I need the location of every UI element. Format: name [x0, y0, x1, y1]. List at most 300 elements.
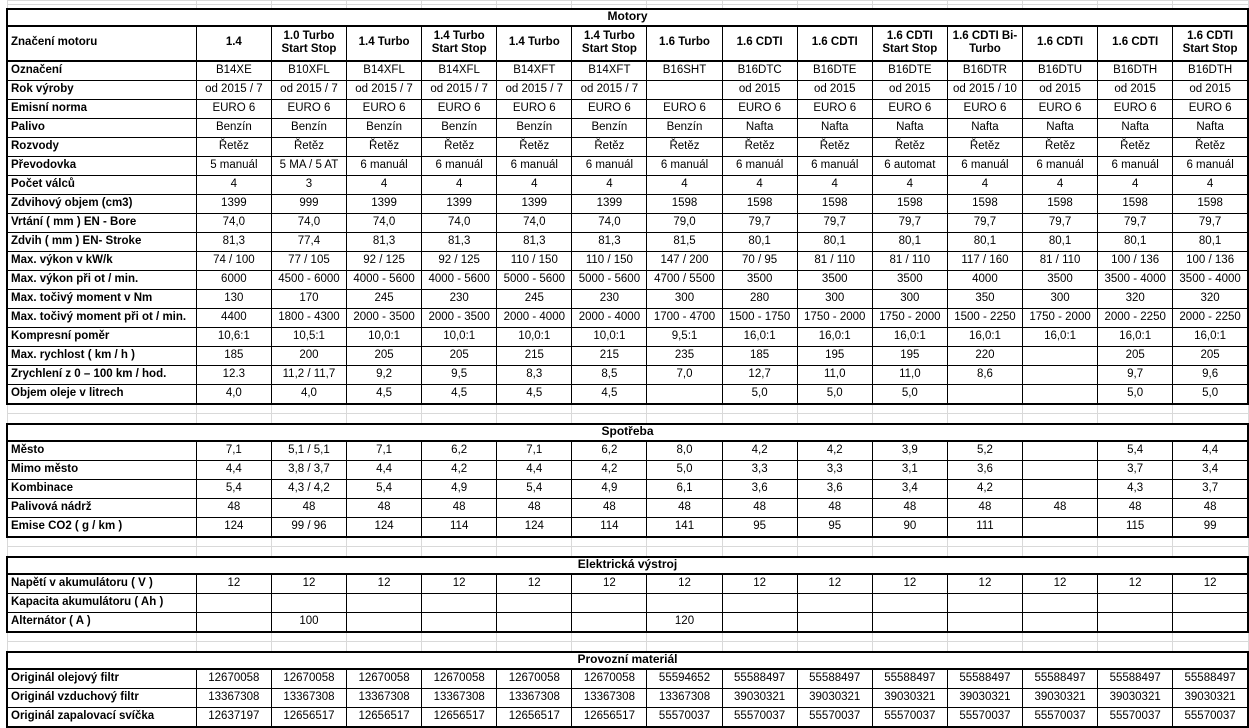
value-cell — [1023, 593, 1098, 612]
value-cell: 12656517 — [271, 707, 346, 727]
value-cell: 95 — [722, 517, 797, 537]
engine-column-header: 1.6 Turbo — [647, 26, 722, 61]
value-cell — [647, 384, 722, 404]
value-cell: 13367308 — [422, 688, 497, 707]
value-cell: 2000 - 2250 — [1098, 308, 1173, 327]
row-label-motory-13: Max. točivý moment při ot / min. — [7, 308, 196, 327]
value-cell — [947, 612, 1022, 632]
table-row — [7, 194, 1248, 213]
value-cell: 12670058 — [572, 669, 647, 689]
gridline-cell — [347, 547, 422, 557]
row-label-spotreba-2: Kombinace — [7, 479, 196, 498]
value-cell: 90 — [872, 517, 947, 537]
value-cell: 3,3 — [797, 460, 872, 479]
value-cell: Řetěz — [572, 137, 647, 156]
value-cell: 4,5 — [572, 384, 647, 404]
value-cell: od 2015 / 7 — [497, 80, 572, 99]
value-cell: 5,0 — [647, 460, 722, 479]
table-row — [7, 441, 1248, 461]
value-cell: EURO 6 — [271, 99, 346, 118]
value-cell: 4,3 / 4,2 — [271, 479, 346, 498]
value-cell: 3500 — [722, 270, 797, 289]
table-row — [7, 669, 1248, 689]
value-cell: 12670058 — [422, 669, 497, 689]
value-cell: 3,7 — [1173, 479, 1248, 498]
value-cell: 77,4 — [271, 232, 346, 251]
value-cell: 1500 - 2250 — [947, 308, 1022, 327]
value-cell: 80,1 — [797, 232, 872, 251]
value-cell: 79,7 — [1098, 213, 1173, 232]
value-cell: 5,4 — [196, 479, 271, 498]
gridline-cell — [872, 404, 947, 414]
gridline-cell — [1023, 537, 1098, 547]
value-cell: 4 — [1173, 175, 1248, 194]
value-cell: 195 — [797, 346, 872, 365]
value-cell: 5,4 — [347, 479, 422, 498]
value-cell: 80,1 — [872, 232, 947, 251]
value-cell: 3,4 — [1173, 460, 1248, 479]
value-cell: 124 — [497, 517, 572, 537]
value-cell: 55588497 — [1173, 669, 1248, 689]
value-cell: 6,2 — [422, 441, 497, 461]
value-cell: 3,4 — [872, 479, 947, 498]
value-cell: 5,0 — [722, 384, 797, 404]
value-cell: 12 — [722, 574, 797, 594]
value-cell: 55594652 — [647, 669, 722, 689]
value-cell — [647, 593, 722, 612]
gridline-cell — [1173, 404, 1248, 414]
value-cell: 74,0 — [572, 213, 647, 232]
value-cell: EURO 6 — [497, 99, 572, 118]
value-cell: 4700 / 5500 — [647, 270, 722, 289]
value-cell: 124 — [347, 517, 422, 537]
value-cell: 7,1 — [497, 441, 572, 461]
value-cell: Nafta — [1023, 118, 1098, 137]
gridline-cell — [647, 537, 722, 547]
gridline-cell — [422, 642, 497, 652]
value-cell: 1598 — [797, 194, 872, 213]
table-row — [7, 232, 1248, 251]
value-cell: 79,7 — [872, 213, 947, 232]
value-cell: 100 — [271, 612, 346, 632]
value-cell: 4,4 — [347, 460, 422, 479]
gridline-cell — [647, 404, 722, 414]
table-row — [7, 346, 1248, 365]
value-cell: 48 — [271, 498, 346, 517]
gridline-cell — [872, 642, 947, 652]
gridline-cell — [196, 537, 271, 547]
value-cell: 185 — [722, 346, 797, 365]
value-cell: 5,4 — [1098, 441, 1173, 461]
value-cell: Řetěz — [1173, 137, 1248, 156]
value-cell: Řetěz — [1023, 137, 1098, 156]
table-row — [7, 593, 1248, 612]
value-cell: 12637197 — [196, 707, 271, 727]
table-row — [7, 308, 1248, 327]
value-cell — [647, 80, 722, 99]
gridline-cell — [1023, 404, 1098, 414]
gridline-cell — [1098, 537, 1173, 547]
value-cell: 6 automat — [872, 156, 947, 175]
value-cell: 12,7 — [722, 365, 797, 384]
value-cell: 48 — [497, 498, 572, 517]
gridline-cell — [7, 547, 196, 557]
gridline-cell — [572, 547, 647, 557]
table-row — [7, 251, 1248, 270]
value-cell: 4,5 — [347, 384, 422, 404]
section-title-motory: Motory — [7, 9, 1248, 26]
value-cell: Nafta — [872, 118, 947, 137]
value-cell: 3,7 — [1098, 460, 1173, 479]
gridline-cell — [497, 404, 572, 414]
gridline-cell — [947, 632, 1022, 642]
value-cell: 9,7 — [1098, 365, 1173, 384]
gridline-cell — [497, 547, 572, 557]
gridline-cell — [1023, 414, 1098, 424]
value-cell: Benzín — [196, 118, 271, 137]
gridline-cell — [872, 547, 947, 557]
value-cell: 1750 - 2000 — [1023, 308, 1098, 327]
gridline-cell — [196, 414, 271, 424]
value-cell: 1399 — [347, 194, 422, 213]
value-cell: od 2015 / 7 — [347, 80, 422, 99]
value-cell: 5,0 — [872, 384, 947, 404]
value-cell: 13367308 — [572, 688, 647, 707]
value-cell: 5,1 / 5,1 — [271, 441, 346, 461]
value-cell: 12 — [1098, 574, 1173, 594]
table-row — [7, 460, 1248, 479]
value-cell: 350 — [947, 289, 1022, 308]
gridline-cell — [1023, 632, 1098, 642]
value-cell: 2000 - 3500 — [347, 308, 422, 327]
engine-header-row — [7, 26, 1248, 61]
value-cell: 300 — [1023, 289, 1098, 308]
gridline-cell — [497, 414, 572, 424]
gridline-cell — [271, 537, 346, 547]
value-cell: 12670058 — [497, 669, 572, 689]
value-cell: 1598 — [872, 194, 947, 213]
value-cell: 13367308 — [347, 688, 422, 707]
value-cell: od 2015 / 7 — [196, 80, 271, 99]
gridline-cell — [1173, 547, 1248, 557]
value-cell: 55570037 — [1023, 707, 1098, 727]
section-title-row — [7, 652, 1248, 669]
value-cell: 4 — [797, 175, 872, 194]
value-cell: 3500 — [1023, 270, 1098, 289]
value-cell: EURO 6 — [572, 99, 647, 118]
row-label-elektricka-vystroj-1: Kapacita akumulátoru ( Ah ) — [7, 593, 196, 612]
value-cell: EURO 6 — [872, 99, 947, 118]
section-gap-gridline-row — [7, 414, 1248, 424]
value-cell: 12 — [1023, 574, 1098, 594]
value-cell: 12.3 — [196, 365, 271, 384]
gridline-cell — [271, 404, 346, 414]
value-cell: 80,1 — [1173, 232, 1248, 251]
value-cell: 55570037 — [872, 707, 947, 727]
value-cell: 39030321 — [1098, 688, 1173, 707]
value-cell — [422, 593, 497, 612]
gridline-cell — [497, 642, 572, 652]
value-cell: 6 manuál — [497, 156, 572, 175]
gridline-cell — [872, 537, 947, 547]
gridline-cell — [572, 414, 647, 424]
value-cell: 10,0:1 — [422, 327, 497, 346]
row-label-motory-14: Kompresní poměr — [7, 327, 196, 346]
value-cell: 11,0 — [872, 365, 947, 384]
value-cell: 74,0 — [497, 213, 572, 232]
value-cell: 39030321 — [947, 688, 1022, 707]
value-cell: 48 — [1173, 498, 1248, 517]
value-cell: 16,0:1 — [1173, 327, 1248, 346]
value-cell: 6 manuál — [347, 156, 422, 175]
value-cell: Řetěz — [1098, 137, 1173, 156]
value-cell: 4 — [1023, 175, 1098, 194]
table-row — [7, 156, 1248, 175]
value-cell: 117 / 160 — [947, 251, 1022, 270]
value-cell — [947, 593, 1022, 612]
value-cell: B16SHT — [647, 61, 722, 81]
engine-column-header: 1.4 Turbo — [497, 26, 572, 61]
value-cell: 1598 — [722, 194, 797, 213]
value-cell — [1023, 441, 1098, 461]
value-cell: EURO 6 — [1023, 99, 1098, 118]
gridline-cell — [1098, 414, 1173, 424]
value-cell: 8,0 — [647, 441, 722, 461]
value-cell: od 2015 / 7 — [271, 80, 346, 99]
row-label-elektricka-vystroj-2: Alternátor ( A ) — [7, 612, 196, 632]
value-cell: 12656517 — [347, 707, 422, 727]
gridline-cell — [947, 414, 1022, 424]
value-cell: 4,2 — [797, 441, 872, 461]
value-cell: od 2015 / 7 — [422, 80, 497, 99]
table-row — [7, 289, 1248, 308]
value-cell: 74,0 — [196, 213, 271, 232]
engine-column-header: 1.4 Turbo Start Stop — [572, 26, 647, 61]
value-cell: 2000 - 3500 — [422, 308, 497, 327]
value-cell: 235 — [647, 346, 722, 365]
value-cell: 4,4 — [1173, 441, 1248, 461]
value-cell: Nafta — [722, 118, 797, 137]
value-cell: od 2015 / 7 — [572, 80, 647, 99]
value-cell: 3500 — [872, 270, 947, 289]
value-cell: 55588497 — [1023, 669, 1098, 689]
gridline-cell — [722, 404, 797, 414]
value-cell — [347, 593, 422, 612]
table-row — [7, 498, 1248, 517]
value-cell: 99 / 96 — [271, 517, 346, 537]
value-cell: 79,7 — [722, 213, 797, 232]
value-cell: 11,0 — [797, 365, 872, 384]
value-cell: 300 — [647, 289, 722, 308]
value-cell: 3,6 — [722, 479, 797, 498]
value-cell: 74,0 — [271, 213, 346, 232]
value-cell: 3500 - 4000 — [1098, 270, 1173, 289]
value-cell: 10,6:1 — [196, 327, 271, 346]
value-cell: 77 / 105 — [271, 251, 346, 270]
value-cell: 110 / 150 — [497, 251, 572, 270]
value-cell: 70 / 95 — [722, 251, 797, 270]
value-cell: 1399 — [497, 194, 572, 213]
value-cell: 100 / 136 — [1098, 251, 1173, 270]
value-cell: 3 — [271, 175, 346, 194]
value-cell — [1173, 612, 1248, 632]
value-cell: 10,5:1 — [271, 327, 346, 346]
gridline-cell — [271, 642, 346, 652]
gridline-cell — [1098, 642, 1173, 652]
value-cell: 4 — [722, 175, 797, 194]
value-cell: 205 — [422, 346, 497, 365]
gridline-cell — [7, 642, 196, 652]
value-cell: 4000 — [947, 270, 1022, 289]
value-cell: 81 / 110 — [872, 251, 947, 270]
value-cell — [1023, 365, 1098, 384]
value-cell: 55570037 — [947, 707, 1022, 727]
value-cell: 48 — [572, 498, 647, 517]
gridline-cell — [422, 414, 497, 424]
section-gap-gridline-row — [7, 547, 1248, 557]
value-cell: od 2015 — [722, 80, 797, 99]
value-cell: EURO 6 — [422, 99, 497, 118]
value-cell: Benzín — [347, 118, 422, 137]
value-cell: B16DTE — [872, 61, 947, 81]
value-cell: Benzín — [497, 118, 572, 137]
value-cell: 55588497 — [1098, 669, 1173, 689]
value-cell: 147 / 200 — [647, 251, 722, 270]
value-cell: 55570037 — [722, 707, 797, 727]
row-label-motory-8: Vrtání ( mm ) EN - Bore — [7, 213, 196, 232]
gridline-cell — [947, 537, 1022, 547]
section-gap-gridline-row — [7, 537, 1248, 547]
value-cell: Benzín — [572, 118, 647, 137]
value-cell — [722, 612, 797, 632]
row-label-spotreba-3: Palivová nádrž — [7, 498, 196, 517]
gridline-cell — [422, 404, 497, 414]
value-cell: 81 / 110 — [1023, 251, 1098, 270]
value-cell: 55570037 — [1173, 707, 1248, 727]
section-title-elektricka-vystroj: Elektrická výstroj — [7, 557, 1248, 574]
value-cell: 245 — [497, 289, 572, 308]
gridline-cell — [1098, 632, 1173, 642]
value-cell: 999 — [271, 194, 346, 213]
gridline-cell — [347, 632, 422, 642]
value-cell: 7,0 — [647, 365, 722, 384]
value-cell: 48 — [722, 498, 797, 517]
value-cell: 79,7 — [1173, 213, 1248, 232]
value-cell: 114 — [572, 517, 647, 537]
value-cell: 79,7 — [947, 213, 1022, 232]
value-cell: Řetěz — [947, 137, 1022, 156]
value-cell: 6 manuál — [722, 156, 797, 175]
value-cell: Benzín — [647, 118, 722, 137]
value-cell: 6,2 — [572, 441, 647, 461]
gridline-cell — [947, 642, 1022, 652]
value-cell: 81,3 — [422, 232, 497, 251]
section-gap-gridline-row — [7, 404, 1248, 414]
value-cell: 81 / 110 — [797, 251, 872, 270]
value-cell: 81,3 — [347, 232, 422, 251]
value-cell: 4 — [947, 175, 1022, 194]
value-cell — [1023, 384, 1098, 404]
value-cell: Benzín — [271, 118, 346, 137]
row-label-provozni-material-0: Originál olejový filtr — [7, 669, 196, 689]
table-row — [7, 118, 1248, 137]
row-label-motory-10: Max. výkon v kW/k — [7, 251, 196, 270]
value-cell: 1598 — [647, 194, 722, 213]
gridline-cell — [722, 537, 797, 547]
value-cell: 4 — [497, 175, 572, 194]
value-cell: od 2015 — [1098, 80, 1173, 99]
section-title-row — [7, 9, 1248, 26]
engine-column-header: 1.6 CDTI — [1023, 26, 1098, 61]
value-cell — [347, 612, 422, 632]
engine-header-label: Značení motoru — [7, 26, 196, 61]
gridline-cell — [572, 642, 647, 652]
value-cell: 6000 — [196, 270, 271, 289]
value-cell: 3500 - 4000 — [1173, 270, 1248, 289]
row-label-motory-7: Zdvihový objem (cm3) — [7, 194, 196, 213]
value-cell: 5,0 — [1098, 384, 1173, 404]
value-cell: 92 / 125 — [422, 251, 497, 270]
engine-column-header: 1.6 CDTI Start Stop — [872, 26, 947, 61]
gridline-cell — [422, 547, 497, 557]
value-cell: 12 — [872, 574, 947, 594]
value-cell: EURO 6 — [797, 99, 872, 118]
table-row — [7, 327, 1248, 346]
engine-column-header: 1.6 CDTI — [1098, 26, 1173, 61]
table-row — [7, 384, 1248, 404]
value-cell: 5 MA / 5 AT — [271, 156, 346, 175]
section-title-row — [7, 557, 1248, 574]
value-cell: B16DTH — [1098, 61, 1173, 81]
value-cell: 3,9 — [872, 441, 947, 461]
value-cell: 114 — [422, 517, 497, 537]
value-cell: 1800 - 4300 — [271, 308, 346, 327]
value-cell: 5000 - 5600 — [497, 270, 572, 289]
value-cell: 5,0 — [797, 384, 872, 404]
value-cell — [722, 593, 797, 612]
gridline-cell — [422, 632, 497, 642]
value-cell: 230 — [572, 289, 647, 308]
value-cell: 5000 - 5600 — [572, 270, 647, 289]
value-cell: B10XFL — [271, 61, 346, 81]
gridline-cell — [872, 632, 947, 642]
value-cell: 1598 — [1098, 194, 1173, 213]
value-cell: 6 manuál — [797, 156, 872, 175]
value-cell: 12 — [497, 574, 572, 594]
value-cell: 9,5 — [422, 365, 497, 384]
gridline-cell — [797, 414, 872, 424]
value-cell: 4 — [647, 175, 722, 194]
value-cell: 16,0:1 — [797, 327, 872, 346]
value-cell — [947, 384, 1022, 404]
value-cell: 80,1 — [1023, 232, 1098, 251]
value-cell: 48 — [797, 498, 872, 517]
engine-column-header: 1.4 — [196, 26, 271, 61]
value-cell: 111 — [947, 517, 1022, 537]
value-cell: B16DTR — [947, 61, 1022, 81]
value-cell: B16DTH — [1173, 61, 1248, 81]
value-cell: od 2015 — [1023, 80, 1098, 99]
value-cell: 4,2 — [572, 460, 647, 479]
value-cell: 12 — [347, 574, 422, 594]
value-cell: 170 — [271, 289, 346, 308]
value-cell: Nafta — [1098, 118, 1173, 137]
table-row — [7, 574, 1248, 594]
value-cell: 2000 - 4000 — [497, 308, 572, 327]
value-cell: 48 — [196, 498, 271, 517]
gridline-cell — [572, 632, 647, 642]
section-gap-gridline-row — [7, 642, 1248, 652]
